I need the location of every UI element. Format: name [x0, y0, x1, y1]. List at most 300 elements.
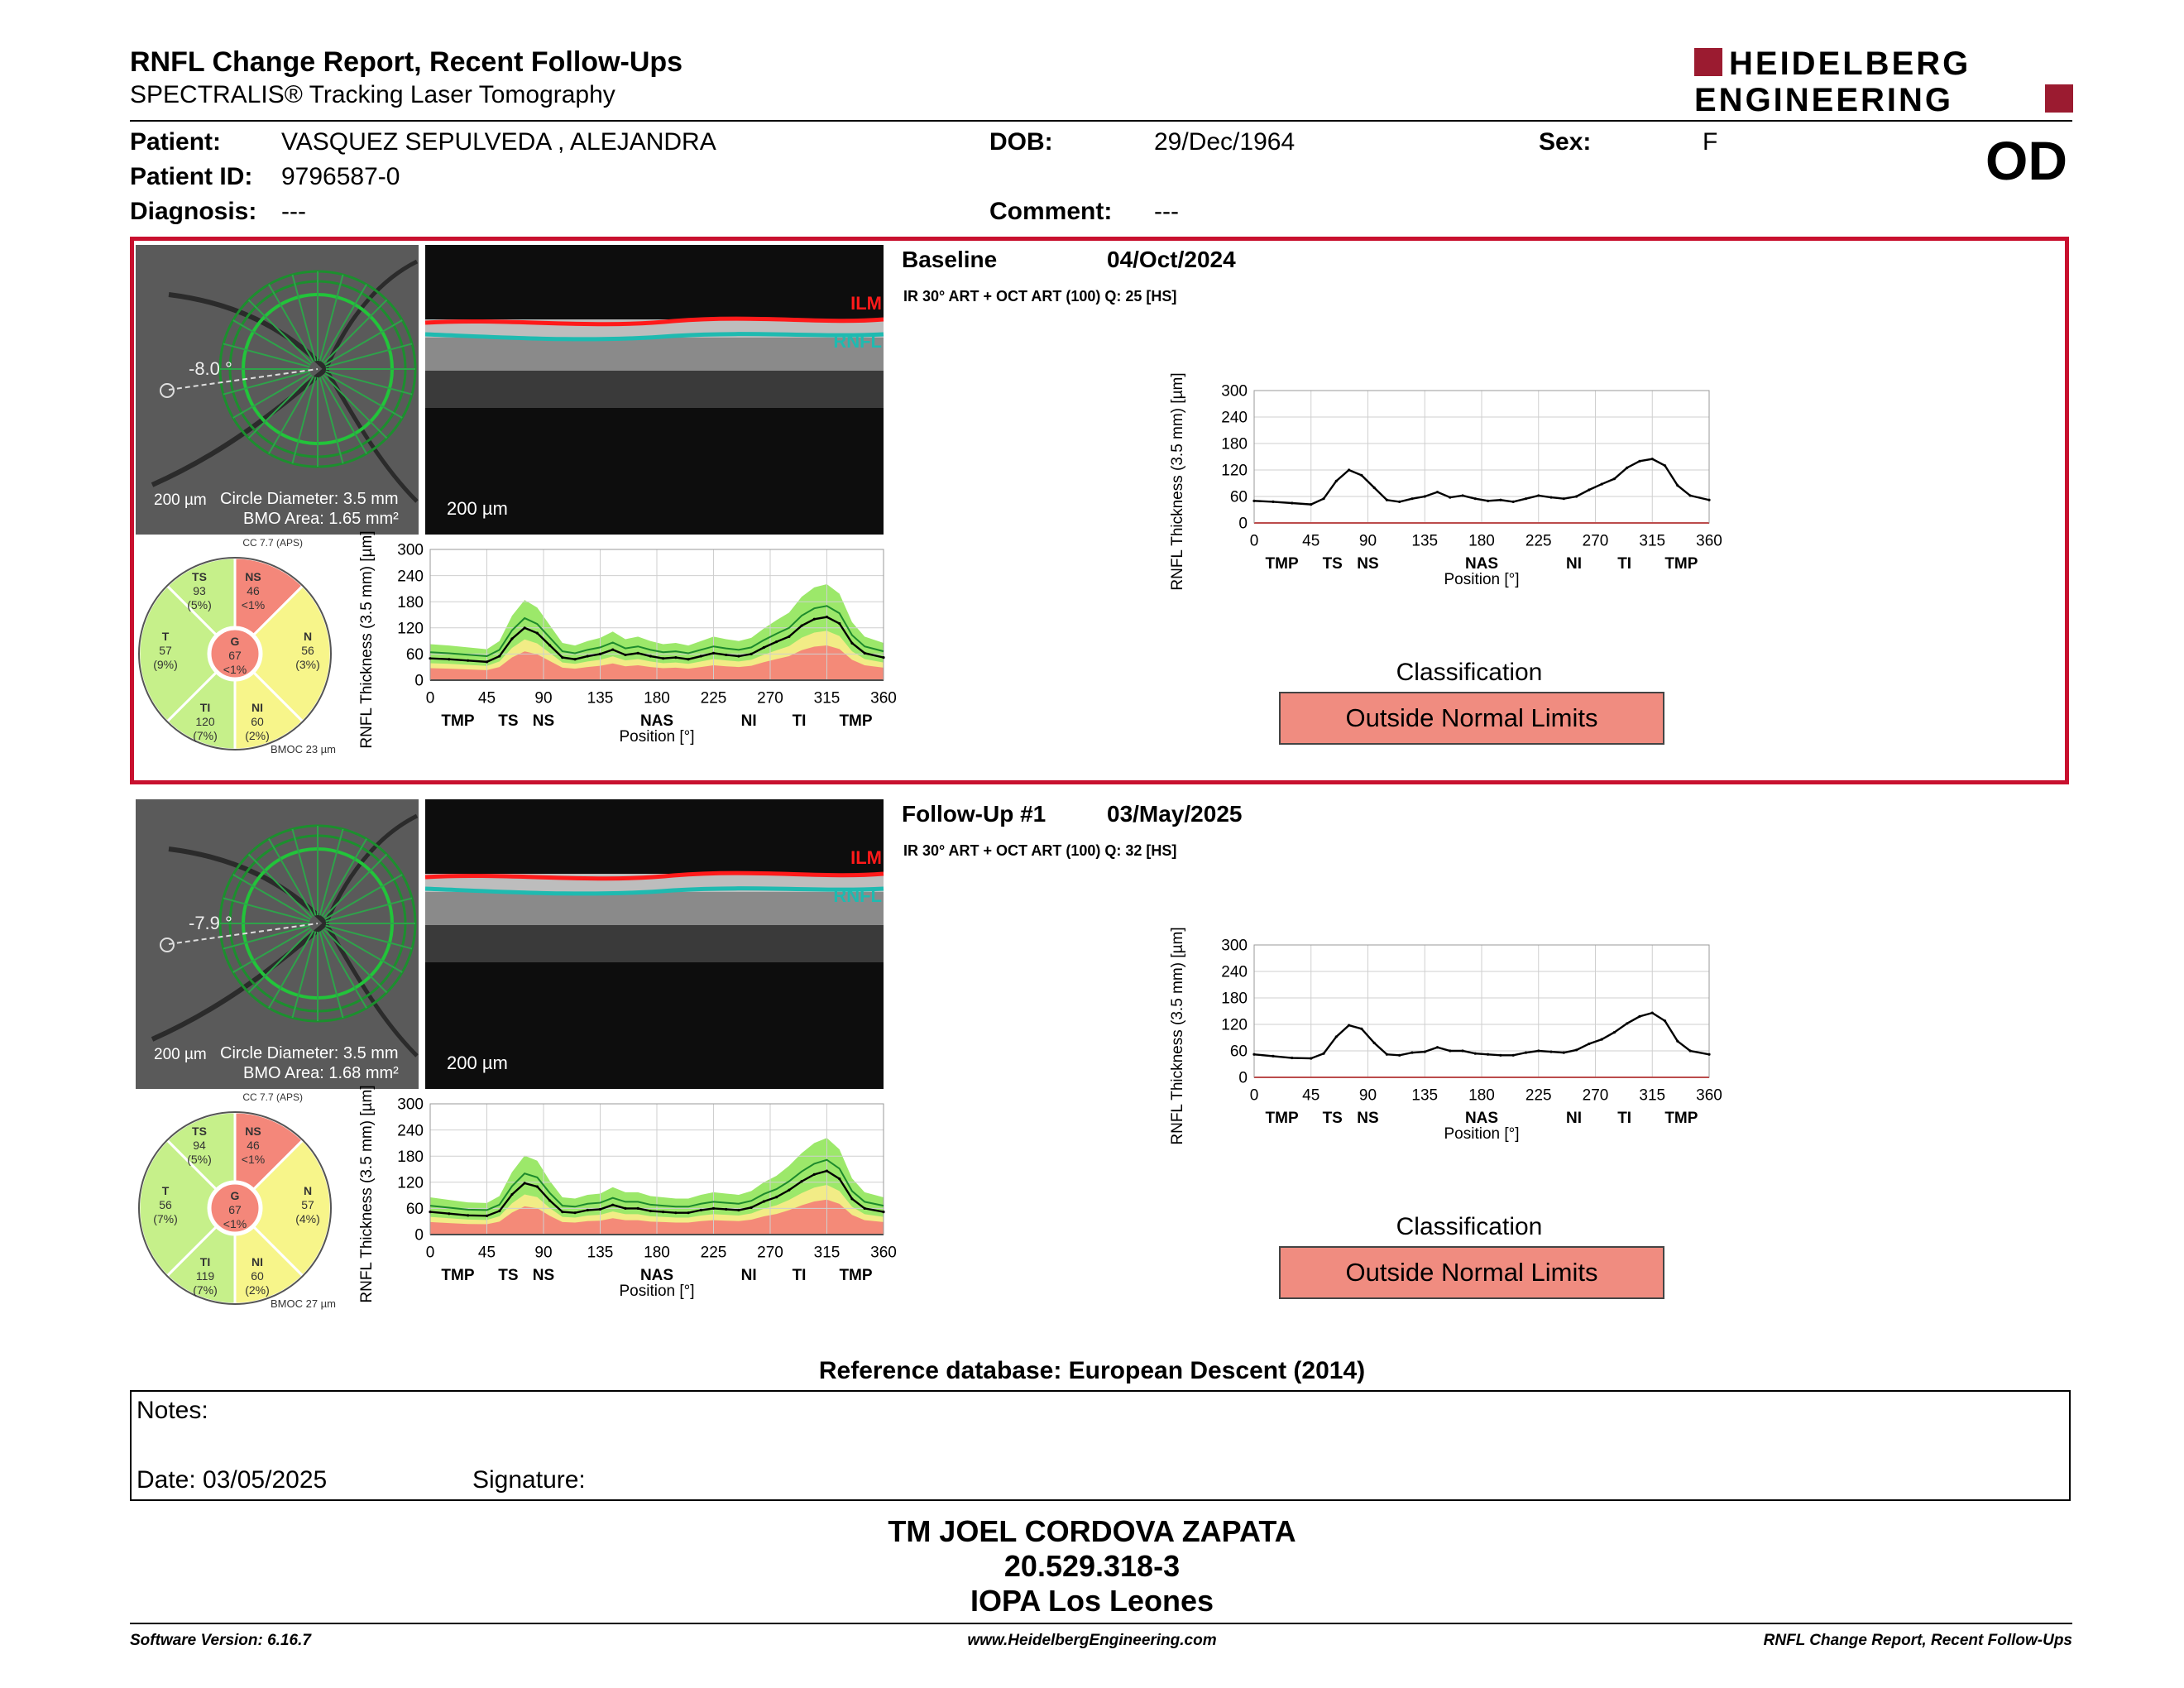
thickness-point	[687, 1211, 689, 1214]
sex-value: F	[1703, 128, 1718, 156]
thickness-point	[548, 1199, 551, 1201]
thickness-point	[1626, 467, 1628, 469]
sector-pct-t: (7%)	[153, 1212, 178, 1225]
cc-label: CC 7.7 (APS)	[242, 1091, 303, 1103]
thickness-point	[1310, 1057, 1312, 1059]
thickness-point	[1461, 1049, 1463, 1052]
thickness-point	[1474, 497, 1477, 500]
region-label: TMP	[1664, 1110, 1698, 1128]
thickness-point	[1575, 1048, 1578, 1051]
thickness-point	[750, 653, 753, 655]
diagnosis-label: Diagnosis:	[130, 198, 257, 225]
thickness-point	[1664, 1019, 1666, 1022]
thickness-point	[548, 644, 551, 646]
thickness-point	[486, 660, 488, 663]
heidelberg-logo	[1694, 46, 2073, 116]
x-tick-label: 45	[1302, 532, 1320, 550]
thickness-point	[1563, 497, 1565, 500]
thickness-point	[1613, 1031, 1616, 1033]
region-label: TS	[498, 712, 519, 731]
thickness-point	[1461, 494, 1463, 496]
classification-title: Classification	[1396, 659, 1543, 686]
region-label: NAS	[1464, 1110, 1499, 1128]
thickness-point	[1436, 491, 1439, 493]
y-tick-label: 0	[414, 672, 424, 690]
thickness-point	[800, 1180, 802, 1182]
thickness-point	[524, 626, 526, 629]
thickness-point	[1436, 1046, 1439, 1048]
y-tick-label: 300	[1221, 937, 1248, 955]
thickness-point	[1360, 474, 1363, 477]
oct-bscan	[425, 799, 884, 1089]
thickness-point	[1651, 458, 1654, 460]
sector-value-g: 67	[228, 649, 242, 662]
svg-text:T: T	[161, 1184, 170, 1197]
thickness-point	[674, 1211, 677, 1214]
fundus-image	[136, 245, 419, 535]
cc-label: CC 7.7 (APS)	[242, 537, 303, 549]
x-tick-label: 360	[870, 1244, 897, 1262]
oct-bscan	[425, 245, 884, 535]
thickness-point	[700, 1209, 702, 1211]
thickness-point	[587, 655, 589, 657]
thickness-point	[536, 1185, 539, 1187]
y-tick-label: 60	[1229, 1043, 1248, 1061]
comment-label: Comment:	[989, 198, 1113, 225]
y-tick-label: 0	[1238, 1069, 1248, 1087]
thickness-point	[737, 1209, 740, 1211]
thickness-point	[624, 1207, 626, 1210]
region-label: TI	[1617, 555, 1632, 573]
circle-diameter: Circle Diameter: 3.5 mm	[220, 490, 399, 508]
sector-pct-t: (9%)	[153, 658, 178, 671]
region-label: TS	[498, 1267, 519, 1285]
sector-pct-ti: (7%)	[193, 729, 218, 742]
thickness-point	[1588, 488, 1590, 491]
notes-box[interactable]	[130, 1390, 2071, 1501]
exam-label: Baseline	[902, 247, 998, 272]
thickness-point	[838, 622, 841, 625]
sector-value-ts: 94	[193, 1139, 206, 1152]
x-tick-label: 360	[870, 689, 897, 707]
thickness-point	[1601, 1038, 1603, 1041]
y-tick-label: 240	[1221, 409, 1248, 427]
sector-value-ni: 60	[251, 1269, 264, 1283]
thickness-point	[429, 1211, 431, 1213]
thickness-chart-normative	[356, 530, 897, 774]
thickness-point	[1512, 501, 1515, 503]
thickness-point	[1499, 499, 1502, 501]
notes-label: Notes:	[136, 1397, 208, 1424]
thickness-point	[611, 649, 614, 651]
sex-label: Sex:	[1539, 128, 1592, 156]
region-label: TS	[1322, 555, 1343, 573]
thickness-point	[1424, 1050, 1426, 1053]
x-tick-label: 135	[1411, 1086, 1439, 1105]
thickness-chart-profile	[1166, 372, 1722, 622]
region-label: NI	[740, 712, 757, 731]
x-tick-label: 45	[1302, 1086, 1320, 1105]
sector-value-n: 56	[301, 644, 314, 657]
y-tick-label: 60	[405, 1201, 424, 1219]
bmoc-label: BMOC 27 µm	[270, 1297, 336, 1310]
thickness-point	[1449, 1049, 1451, 1052]
thickness-point	[599, 653, 601, 655]
sector-value-ni: 60	[251, 715, 264, 728]
y-tick-label: 180	[397, 1148, 424, 1166]
sector-pct-ns: <1%	[241, 1153, 266, 1166]
svg-text:G: G	[230, 1189, 240, 1202]
thickness-point	[1676, 484, 1679, 487]
sector-value-n: 57	[301, 1198, 314, 1211]
ilm-label: ILM	[850, 293, 882, 314]
x-axis-label: Position [°]	[1444, 571, 1520, 589]
x-tick-label: 135	[1411, 532, 1439, 550]
footer-url[interactable]: www.HeidelbergEngineering.com	[967, 1632, 1217, 1649]
region-label: TI	[1617, 1110, 1632, 1128]
thickness-point	[1410, 1052, 1413, 1054]
x-tick-label: 45	[477, 689, 496, 707]
svg-text:N: N	[303, 1184, 313, 1197]
thickness-point	[1386, 499, 1388, 501]
thickness-point	[1601, 482, 1603, 485]
thickness-point	[1272, 501, 1274, 503]
bmoc-label: BMOC 23 µm	[270, 743, 336, 755]
thickness-point	[1549, 1050, 1552, 1053]
x-tick-label: 90	[534, 689, 553, 707]
y-tick-label: 240	[397, 1122, 424, 1140]
signer-name: TM JOEL CORDOVA ZAPATA	[888, 1514, 1296, 1548]
x-tick-label: 0	[425, 689, 435, 707]
thickness-point	[573, 658, 576, 660]
x-tick-label: 180	[1468, 532, 1495, 550]
thickness-point	[1676, 1040, 1679, 1043]
exam-date: 04/Oct/2024	[1107, 247, 1236, 272]
bmo-area: BMO Area: 1.68 mm²	[243, 1064, 399, 1082]
x-tick-label: 135	[587, 1244, 614, 1262]
y-tick-label: 180	[1221, 435, 1248, 453]
thickness-point	[448, 1212, 450, 1215]
region-label: TI	[792, 712, 807, 731]
sector-pct-n: (4%)	[295, 1212, 320, 1225]
thickness-point	[1322, 497, 1324, 500]
thickness-point	[1335, 480, 1338, 482]
thickness-point	[813, 1173, 816, 1176]
fovea-angle: -8.0 °	[189, 358, 232, 379]
region-label: TMP	[1664, 555, 1698, 573]
exam-acquisition: IR 30° ART + OCT ART (100) Q: 32 [HS]	[903, 842, 1177, 859]
thickness-point	[800, 625, 802, 627]
thickness-point	[1588, 1043, 1590, 1045]
svg-text:T: T	[161, 630, 170, 643]
thickness-point	[1252, 500, 1255, 502]
thickness-point	[1512, 1054, 1515, 1057]
thickness-point	[1613, 477, 1616, 480]
oct-scale: 200 µm	[447, 498, 508, 519]
thickness-point	[1348, 468, 1350, 471]
sector-pct-ts: (5%)	[187, 1153, 212, 1166]
classification-result: Outside Normal Limits	[1279, 1246, 1664, 1299]
x-tick-label: 90	[1358, 532, 1377, 550]
eye-label: OD	[1985, 130, 2067, 191]
svg-text:TS: TS	[192, 1125, 207, 1138]
x-tick-label: 225	[1525, 532, 1552, 550]
x-axis-label: Position [°]	[1444, 1125, 1520, 1144]
thickness-point	[1707, 1053, 1710, 1056]
x-tick-label: 315	[813, 1244, 841, 1262]
exam-label: Follow-Up #1	[902, 801, 1046, 827]
x-tick-label: 315	[813, 689, 841, 707]
thickness-point	[1664, 464, 1666, 467]
thickness-point	[1638, 1015, 1640, 1018]
thickness-chart-profile	[1166, 927, 1722, 1177]
circle-diameter: Circle Diameter: 3.5 mm	[220, 1044, 399, 1062]
x-tick-label: 180	[644, 689, 670, 707]
thickness-point	[1563, 1052, 1565, 1054]
x-tick-label: 0	[425, 1244, 435, 1262]
svg-text:ENGINEERING: ENGINEERING	[1694, 82, 1954, 118]
y-axis-label: RNFL Thickness (3.5 mm) [µm]	[358, 1085, 376, 1303]
thickness-point	[510, 637, 513, 640]
thickness-point	[712, 652, 715, 655]
thickness-point	[813, 618, 816, 621]
region-label: TMP	[441, 1267, 475, 1285]
x-tick-label: 90	[534, 1244, 553, 1262]
sector-wheel	[129, 535, 341, 756]
thickness-point	[1373, 1042, 1376, 1044]
region-label: NS	[1357, 555, 1379, 573]
y-axis-label: RNFL Thickness (3.5 mm) [µm]	[1169, 372, 1186, 591]
thickness-point	[700, 655, 702, 657]
thickness-point	[649, 1210, 652, 1212]
thickness-point	[1626, 1022, 1628, 1024]
thickness-point	[712, 1207, 715, 1210]
thickness-point	[1252, 1053, 1255, 1056]
sector-pct-ni: (2%)	[245, 1283, 270, 1297]
exam-date: 03/May/2025	[1107, 801, 1243, 827]
thickness-point	[838, 1177, 841, 1180]
svg-text:TI: TI	[199, 701, 211, 714]
thickness-point	[1487, 1053, 1489, 1056]
thickness-point	[725, 654, 727, 656]
x-tick-label: 225	[700, 689, 727, 707]
svg-text:NS: NS	[245, 570, 261, 583]
thickness-point	[1537, 494, 1540, 496]
exam-acquisition: IR 30° ART + OCT ART (100) Q: 25 [HS]	[903, 288, 1177, 305]
x-axis-label: Position [°]	[619, 1283, 695, 1301]
thickness-point	[788, 635, 790, 638]
y-tick-label: 120	[1221, 1016, 1248, 1034]
x-tick-label: 315	[1639, 532, 1666, 550]
thickness-point	[788, 1189, 790, 1192]
oct-scale: 200 µm	[447, 1053, 508, 1073]
thickness-point	[662, 657, 664, 659]
fundus-image	[136, 799, 419, 1089]
region-label: TS	[1322, 1110, 1343, 1128]
patient-id-label: Patient ID:	[130, 163, 253, 190]
thickness-point	[624, 654, 626, 656]
thickness-point	[637, 652, 639, 655]
thickness-point	[429, 657, 431, 659]
thickness-point	[498, 1210, 500, 1212]
x-tick-label: 135	[587, 689, 614, 707]
thickness-point	[1474, 1053, 1477, 1055]
thickness-point	[1386, 1053, 1388, 1056]
diagnosis-value: ---	[281, 198, 306, 225]
dob-value: 29/Dec/1964	[1154, 128, 1296, 156]
thickness-point	[1335, 1035, 1338, 1038]
report-subtitle: SPECTRALIS® Tracking Laser Tomography	[130, 81, 615, 108]
sector-value-ns: 46	[247, 1139, 260, 1152]
thickness-point	[1487, 500, 1489, 502]
thickness-point	[1398, 501, 1401, 503]
svg-text:NI: NI	[251, 1255, 263, 1268]
reference-database: Reference database: European Descent (2014)	[818, 1357, 1366, 1384]
region-label: NAS	[639, 712, 674, 731]
svg-text:N: N	[303, 630, 313, 643]
bmo-area: BMO Area: 1.65 mm²	[243, 510, 399, 528]
y-tick-label: 0	[414, 1226, 424, 1244]
thickness-point	[448, 658, 450, 660]
thickness-point	[498, 655, 500, 657]
thickness-point	[674, 656, 677, 659]
x-tick-label: 270	[757, 689, 783, 707]
sector-value-ti: 120	[195, 715, 215, 728]
patient-label: Patient:	[130, 128, 222, 156]
x-tick-label: 0	[1249, 532, 1259, 550]
thickness-point	[775, 640, 778, 643]
x-tick-label: 270	[1582, 1086, 1609, 1105]
thickness-point	[1575, 495, 1578, 497]
thickness-point	[1398, 1054, 1401, 1057]
region-label: TMP	[1265, 1110, 1299, 1128]
x-tick-label: 270	[757, 1244, 783, 1262]
y-tick-label: 240	[397, 568, 424, 586]
x-tick-label: 270	[1582, 532, 1609, 550]
thickness-point	[467, 1214, 469, 1216]
thickness-chart-normative	[356, 1085, 897, 1329]
thickness-point	[599, 1208, 601, 1211]
x-axis-label: Position [°]	[619, 728, 695, 746]
thickness-point	[1638, 460, 1640, 463]
x-tick-label: 360	[1696, 1086, 1722, 1105]
thickness-point	[1424, 495, 1426, 497]
sector-wheel	[129, 1089, 341, 1311]
thickness-point	[587, 1209, 589, 1211]
thickness-point	[725, 1208, 727, 1211]
x-tick-label: 225	[700, 1244, 727, 1262]
notes-date: Date: 03/05/2025	[136, 1466, 328, 1494]
thickness-point	[1549, 496, 1552, 498]
y-tick-label: 120	[1221, 462, 1248, 480]
region-label: NS	[1357, 1110, 1379, 1128]
rnfl-label: RNFL	[833, 885, 882, 906]
signer-org: IOPA Los Leones	[970, 1584, 1214, 1618]
thickness-point	[763, 646, 765, 649]
y-axis-label: RNFL Thickness (3.5 mm) [µm]	[1169, 927, 1186, 1145]
thickness-point	[573, 1211, 576, 1214]
thickness-point	[864, 652, 866, 655]
thickness-point	[750, 1206, 753, 1209]
sector-pct-ns: <1%	[241, 598, 266, 611]
thickness-point	[510, 1193, 513, 1196]
svg-text:G: G	[230, 635, 240, 648]
x-tick-label: 45	[477, 1244, 496, 1262]
thickness-point	[649, 655, 652, 657]
thickness-point	[611, 1204, 614, 1206]
x-tick-label: 0	[1249, 1086, 1259, 1105]
x-tick-label: 315	[1639, 1086, 1666, 1105]
y-tick-label: 300	[397, 1096, 424, 1114]
y-tick-label: 180	[397, 593, 424, 611]
region-label: NS	[532, 1267, 555, 1285]
thickness-point	[1291, 1057, 1293, 1059]
fundus-scale: 200 µm	[154, 492, 207, 509]
sector-value-ti: 119	[195, 1269, 215, 1283]
thickness-point	[1449, 496, 1451, 498]
region-label: NI	[1566, 1110, 1583, 1128]
patient-id: 9796587-0	[281, 163, 400, 190]
region-label: TMP	[839, 1267, 873, 1285]
sector-pct-ti: (7%)	[193, 1283, 218, 1297]
x-tick-label: 225	[1525, 1086, 1552, 1105]
patient-name: VASQUEZ SEPULVEDA , ALEJANDRA	[281, 128, 716, 156]
thickness-point	[850, 642, 853, 645]
thickness-point	[882, 1211, 884, 1213]
thickness-point	[1410, 497, 1413, 500]
region-label: NAS	[1464, 555, 1499, 573]
thickness-point	[687, 658, 689, 660]
thickness-point	[1272, 1055, 1274, 1057]
thickness-point	[1688, 1049, 1691, 1052]
sector-value-ts: 93	[193, 584, 206, 597]
thickness-point	[467, 659, 469, 662]
thickness-point	[1322, 1053, 1324, 1055]
classification-title: Classification	[1396, 1213, 1543, 1240]
footer-software: Software Version: 6.16.7	[130, 1632, 311, 1649]
y-tick-label: 60	[405, 646, 424, 664]
thickness-point	[637, 1207, 639, 1210]
thickness-point	[1688, 494, 1691, 496]
thickness-point	[1348, 1024, 1350, 1026]
region-label: NS	[532, 712, 555, 731]
thickness-point	[486, 1215, 488, 1217]
sector-pct-g: <1%	[223, 1217, 247, 1230]
thickness-point	[1525, 1052, 1527, 1054]
sector-value-t: 57	[159, 644, 172, 657]
x-tick-label: 90	[1358, 1086, 1377, 1105]
y-axis-label: RNFL Thickness (3.5 mm) [µm]	[358, 530, 376, 749]
y-tick-label: 300	[397, 541, 424, 559]
sector-value-g: 67	[228, 1203, 242, 1216]
thickness-point	[1360, 1028, 1363, 1030]
y-tick-label: 300	[1221, 382, 1248, 400]
thickness-point	[1651, 1012, 1654, 1014]
sector-pct-n: (3%)	[295, 658, 320, 671]
region-label: TMP	[441, 712, 475, 731]
svg-text:TI: TI	[199, 1255, 211, 1268]
thickness-point	[864, 1207, 866, 1210]
thickness-point	[662, 1211, 664, 1213]
thickness-point	[826, 616, 828, 618]
thickness-point	[850, 1197, 853, 1200]
svg-text:HEIDELBERG: HEIDELBERG	[1729, 46, 1971, 82]
thickness-point	[775, 1196, 778, 1198]
thickness-point	[1373, 487, 1376, 489]
x-tick-label: 360	[1696, 532, 1722, 550]
sector-value-t: 56	[159, 1198, 172, 1211]
sector-pct-ts: (5%)	[187, 598, 212, 611]
